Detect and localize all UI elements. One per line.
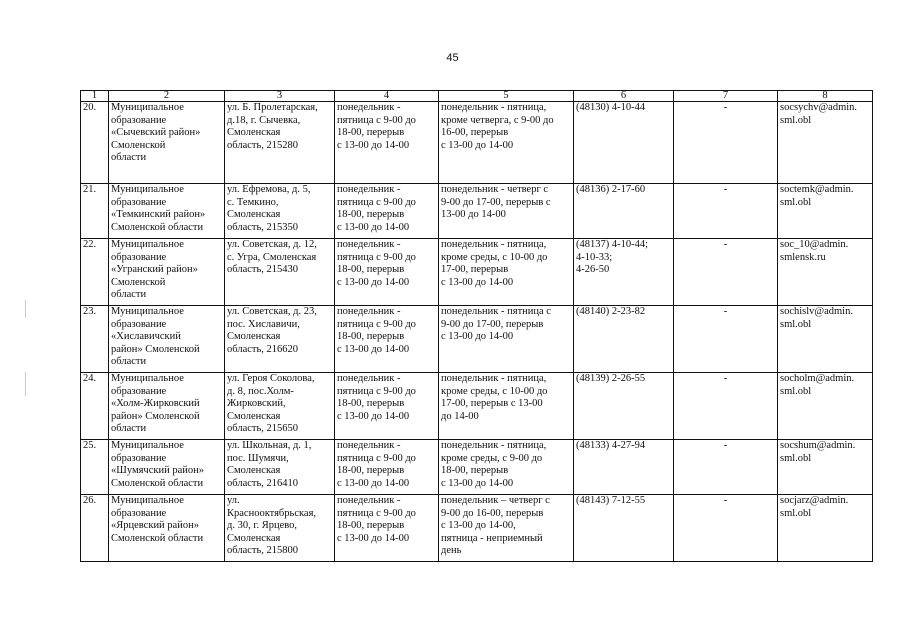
address-line: область, 216620 bbox=[227, 343, 299, 355]
reception-hours-line: с 13-00 до 14-00 bbox=[337, 477, 410, 489]
address-line: Смоленская bbox=[227, 465, 281, 476]
email-line[interactable]: socshum@admin. bbox=[780, 440, 856, 451]
email-line[interactable]: sochislv@admin. bbox=[780, 306, 853, 317]
table-row bbox=[81, 440, 873, 495]
organization-line: образование bbox=[111, 318, 167, 330]
consultation-hours-line: пятница - неприемный bbox=[441, 532, 543, 544]
organization-line: Муниципальное bbox=[111, 184, 184, 195]
address-line: Смоленская bbox=[227, 410, 281, 422]
consultation-hours-line: понедельник - пятница, bbox=[441, 440, 547, 451]
consultation-hours-line: понедельник - пятница, bbox=[441, 239, 547, 250]
email-line[interactable]: smlensk.ru bbox=[780, 251, 826, 263]
address-line: ул. Советская, д. 23, bbox=[227, 306, 317, 317]
organization-line: области bbox=[111, 152, 147, 163]
address-cell bbox=[225, 495, 335, 562]
address-line: область, 215800 bbox=[227, 545, 299, 556]
offices-table bbox=[80, 90, 873, 562]
row-number: 22. bbox=[81, 239, 109, 306]
consultation-hours-line: с 13-00 до 14-00 bbox=[441, 477, 514, 489]
scan-artifact bbox=[25, 372, 26, 396]
organization-line: «Хиславичский bbox=[111, 331, 181, 342]
organization-line: «Шумячский район» bbox=[111, 465, 204, 476]
consultation-hours-line: понедельник - пятница, bbox=[441, 102, 547, 113]
table-row bbox=[81, 495, 873, 562]
email-cell bbox=[778, 239, 873, 306]
consultation-hours-line: кроме среды, с 10-00 до bbox=[441, 251, 548, 263]
reception-hours-line: понедельник - bbox=[337, 373, 401, 384]
consultation-hours-cell bbox=[439, 440, 574, 495]
organization-cell bbox=[109, 102, 225, 184]
column-header: 2 bbox=[109, 91, 225, 102]
consultation-hours-line: с 13-00 до 14-00 bbox=[441, 139, 514, 151]
organization-line: области bbox=[111, 423, 147, 434]
organization-line: образование bbox=[111, 114, 167, 126]
address-cell bbox=[225, 440, 335, 495]
address-line: д. 8, пос.Холм- bbox=[227, 385, 294, 397]
address-line: ул. Героя Соколова, bbox=[227, 373, 315, 384]
address-line: пос. Шумячи, bbox=[227, 452, 289, 464]
address-cell bbox=[225, 373, 335, 440]
organization-cell bbox=[109, 306, 225, 373]
email-line[interactable]: sml.obl bbox=[780, 507, 812, 519]
reception-hours-line: с 13-00 до 14-00 bbox=[337, 410, 410, 422]
email-line[interactable]: sml.obl bbox=[780, 114, 812, 126]
phone-line: (48139) 2-26-55 bbox=[576, 373, 646, 384]
column-7-cell: - bbox=[674, 440, 778, 495]
organization-line: Муниципальное bbox=[111, 495, 184, 506]
organization-line: образование bbox=[111, 452, 167, 464]
address-line: ул. Школьная, д. 1, bbox=[227, 440, 312, 451]
address-line: Смоленская bbox=[227, 331, 281, 342]
organization-line: Муниципальное bbox=[111, 440, 184, 451]
address-line: с. Угра, Смоленская bbox=[227, 251, 317, 263]
consultation-hours-line: кроме четверга, с 9-00 до bbox=[441, 114, 554, 126]
address-line: д. 30, г. Ярцево, bbox=[227, 520, 298, 531]
address-line: пос. Хиславичи, bbox=[227, 318, 300, 330]
reception-hours-cell bbox=[335, 239, 439, 306]
organization-line: Муниципальное bbox=[111, 373, 184, 384]
column-header: 5 bbox=[439, 91, 574, 102]
reception-hours-line: пятница с 9-00 до bbox=[337, 251, 416, 263]
consultation-hours-line: до 14-00 bbox=[441, 410, 479, 422]
consultation-hours-line: понедельник – четверг с bbox=[441, 495, 550, 506]
reception-hours-line: понедельник - bbox=[337, 184, 401, 195]
column-header: 1 bbox=[81, 91, 109, 102]
table-row bbox=[81, 373, 873, 440]
address-line: ул. Б. Пролетарская, bbox=[227, 102, 318, 113]
table-row bbox=[81, 239, 873, 306]
email-line[interactable]: soctemk@admin. bbox=[780, 184, 854, 195]
row-number: 23. bbox=[81, 306, 109, 373]
table-row bbox=[81, 102, 873, 184]
row-number: 25. bbox=[81, 440, 109, 495]
email-line[interactable]: sml.obl bbox=[780, 452, 812, 464]
consultation-hours-line: понедельник - четверг с bbox=[441, 184, 549, 195]
organization-line: Муниципальное bbox=[111, 306, 184, 317]
reception-hours-line: понедельник - bbox=[337, 440, 401, 451]
organization-cell bbox=[109, 239, 225, 306]
phone-line: (48130) 4-10-44 bbox=[576, 102, 646, 113]
column-7-cell: - bbox=[674, 184, 778, 239]
phone-cell bbox=[574, 306, 674, 373]
organization-line: области bbox=[111, 289, 147, 300]
organization-line: «Угранский район» bbox=[111, 264, 198, 275]
organization-line: «Темкинский район» bbox=[111, 209, 206, 220]
consultation-hours-cell bbox=[439, 373, 574, 440]
page-number: 45 bbox=[446, 52, 459, 64]
organization-cell bbox=[109, 495, 225, 562]
phone-cell bbox=[574, 373, 674, 440]
address-cell bbox=[225, 239, 335, 306]
email-cell bbox=[778, 440, 873, 495]
organization-line: Смоленской области bbox=[111, 532, 204, 544]
organization-line: образование bbox=[111, 196, 167, 208]
email-line[interactable]: socjarz@admin. bbox=[780, 495, 849, 506]
organization-line: Муниципальное bbox=[111, 239, 184, 250]
scan-artifact bbox=[25, 300, 26, 318]
email-cell bbox=[778, 373, 873, 440]
reception-hours-line: 18-00, перерыв bbox=[337, 209, 405, 220]
consultation-hours-line: понедельник - пятница с bbox=[441, 306, 551, 317]
address-cell bbox=[225, 306, 335, 373]
reception-hours-line: 18-00, перерыв bbox=[337, 398, 405, 409]
address-line: область, 215280 bbox=[227, 139, 299, 151]
consultation-hours-line: день bbox=[441, 545, 462, 556]
reception-hours-cell bbox=[335, 373, 439, 440]
consultation-hours-cell bbox=[439, 495, 574, 562]
reception-hours-line: пятница с 9-00 до bbox=[337, 452, 416, 464]
address-line: с. Темкино, bbox=[227, 196, 279, 208]
reception-hours-line: пятница с 9-00 до bbox=[337, 318, 416, 330]
organization-line: Муниципальное bbox=[111, 102, 184, 113]
phone-line: (48137) 4-10-44; bbox=[576, 239, 649, 250]
organization-line: «Холм-Жирковский bbox=[111, 398, 200, 409]
phone-line: (48143) 7-12-55 bbox=[576, 495, 646, 506]
consultation-hours-cell bbox=[439, 306, 574, 373]
column-7-cell: - bbox=[674, 306, 778, 373]
consultation-hours-line: 13-00 до 14-00 bbox=[441, 209, 506, 220]
phone-cell bbox=[574, 239, 674, 306]
reception-hours-line: пятница с 9-00 до bbox=[337, 507, 416, 519]
table-row bbox=[81, 184, 873, 239]
table-row bbox=[81, 306, 873, 373]
reception-hours-line: 18-00, перерыв bbox=[337, 127, 405, 138]
address-line: ул. Советская, д. 12, bbox=[227, 239, 317, 250]
consultation-hours-line: с 13-00 до 14-00 bbox=[441, 331, 514, 342]
column-header: 7 bbox=[674, 91, 778, 102]
organization-line: образование bbox=[111, 251, 167, 263]
consultation-hours-line: кроме среды, с 10-00 до bbox=[441, 385, 548, 397]
organization-line: «Сычевский район» bbox=[111, 127, 201, 138]
consultation-hours-line: 17-00, перерыв с 13-00 bbox=[441, 398, 543, 409]
reception-hours-cell bbox=[335, 102, 439, 184]
consultation-hours-line: 9-00 до 16-00, перерыв bbox=[441, 507, 544, 519]
organization-line: Смоленской bbox=[111, 276, 166, 288]
organization-line: «Ярцевский район» bbox=[111, 520, 199, 531]
column-header: 6 bbox=[574, 91, 674, 102]
address-cell bbox=[225, 102, 335, 184]
organization-line: образование bbox=[111, 507, 167, 519]
row-number: 24. bbox=[81, 373, 109, 440]
phone-line: (48136) 2-17-60 bbox=[576, 184, 646, 195]
email-cell bbox=[778, 184, 873, 239]
consultation-hours-line: с 13-00 до 14-00, bbox=[441, 520, 516, 531]
column-header: 4 bbox=[335, 91, 439, 102]
reception-hours-line: понедельник - bbox=[337, 239, 401, 250]
email-cell bbox=[778, 306, 873, 373]
organization-line: Смоленской bbox=[111, 139, 166, 151]
address-line: область, 215350 bbox=[227, 221, 299, 233]
consultation-hours-line: 9-00 до 17-00, перерыв bbox=[441, 318, 544, 330]
consultation-hours-line: с 13-00 до 14-00 bbox=[441, 276, 514, 288]
reception-hours-cell bbox=[335, 440, 439, 495]
email-line[interactable]: socholm@admin. bbox=[780, 373, 855, 384]
column-header: 3 bbox=[225, 91, 335, 102]
reception-hours-cell bbox=[335, 306, 439, 373]
organization-line: области bbox=[111, 356, 147, 367]
phone-line: (48140) 2-23-82 bbox=[576, 306, 646, 317]
consultation-hours-line: 18-00, перерыв bbox=[441, 465, 509, 476]
address-line: Смоленская bbox=[227, 532, 281, 544]
reception-hours-line: с 13-00 до 14-00 bbox=[337, 221, 410, 233]
phone-line: 4-26-50 bbox=[576, 264, 610, 275]
organization-line: район» Смоленской bbox=[111, 410, 200, 422]
reception-hours-line: 18-00, перерыв bbox=[337, 465, 405, 476]
address-line: Смоленская bbox=[227, 209, 281, 220]
phone-cell bbox=[574, 102, 674, 184]
email-line[interactable]: soc_10@admin. bbox=[780, 239, 849, 250]
phone-cell bbox=[574, 184, 674, 239]
address-line: область, 215650 bbox=[227, 423, 299, 434]
consultation-hours-line: 16-00, перерыв bbox=[441, 127, 509, 138]
row-number: 20. bbox=[81, 102, 109, 184]
reception-hours-line: 18-00, перерыв bbox=[337, 331, 405, 342]
organization-cell bbox=[109, 373, 225, 440]
email-line[interactable]: sml.obl bbox=[780, 318, 812, 330]
address-line: область, 216410 bbox=[227, 477, 299, 489]
consultation-hours-line: 9-00 до 17-00, перерыв с bbox=[441, 196, 551, 208]
email-line[interactable]: socsychv@admin. bbox=[780, 102, 858, 113]
phone-cell bbox=[574, 440, 674, 495]
reception-hours-line: 18-00, перерыв bbox=[337, 264, 405, 275]
reception-hours-line: с 13-00 до 14-00 bbox=[337, 139, 410, 151]
reception-hours-line: понедельник - bbox=[337, 102, 401, 113]
reception-hours-line: с 13-00 до 14-00 bbox=[337, 532, 410, 544]
column-7-cell: - bbox=[674, 102, 778, 184]
organization-cell bbox=[109, 440, 225, 495]
consultation-hours-cell bbox=[439, 239, 574, 306]
column-7-cell: - bbox=[674, 495, 778, 562]
reception-hours-line: с 13-00 до 14-00 bbox=[337, 276, 410, 288]
email-line[interactable]: sml.obl bbox=[780, 385, 812, 397]
consultation-hours-cell bbox=[439, 102, 574, 184]
consultation-hours-cell bbox=[439, 184, 574, 239]
reception-hours-line: 18-00, перерыв bbox=[337, 520, 405, 531]
organization-line: Смоленской области bbox=[111, 221, 204, 233]
reception-hours-line: понедельник - bbox=[337, 306, 401, 317]
consultation-hours-line: 17-00, перерыв bbox=[441, 264, 509, 275]
organization-line: образование bbox=[111, 385, 167, 397]
consultation-hours-line: понедельник - пятница, bbox=[441, 373, 547, 384]
reception-hours-line: пятница с 9-00 до bbox=[337, 196, 416, 208]
column-header: 8 bbox=[778, 91, 873, 102]
row-number: 21. bbox=[81, 184, 109, 239]
address-line: Краснооктябрьская, bbox=[227, 507, 317, 519]
email-line[interactable]: sml.obl bbox=[780, 196, 812, 208]
reception-hours-line: с 13-00 до 14-00 bbox=[337, 343, 410, 355]
header-row bbox=[81, 91, 873, 102]
reception-hours-cell bbox=[335, 184, 439, 239]
reception-hours-line: пятница с 9-00 до bbox=[337, 114, 416, 126]
phone-line: (48133) 4-27-94 bbox=[576, 440, 646, 451]
phone-line: 4-10-33; bbox=[576, 251, 613, 263]
organization-cell bbox=[109, 184, 225, 239]
organization-line: Смоленской области bbox=[111, 477, 204, 489]
address-cell bbox=[225, 184, 335, 239]
address-line: область, 215430 bbox=[227, 264, 299, 275]
organization-line: район» Смоленской bbox=[111, 343, 200, 355]
address-line: ул. bbox=[227, 495, 240, 506]
reception-hours-cell bbox=[335, 495, 439, 562]
email-cell bbox=[778, 102, 873, 184]
address-line: ул. Ефремова, д. 5, bbox=[227, 184, 311, 195]
phone-cell bbox=[574, 495, 674, 562]
column-7-cell: - bbox=[674, 239, 778, 306]
row-number: 26. bbox=[81, 495, 109, 562]
reception-hours-line: пятница с 9-00 до bbox=[337, 385, 416, 397]
reception-hours-line: понедельник - bbox=[337, 495, 401, 506]
address-line: д.18, г. Сычевка, bbox=[227, 114, 301, 126]
column-7-cell: - bbox=[674, 373, 778, 440]
email-cell bbox=[778, 495, 873, 562]
address-line: Жирковский, bbox=[227, 398, 286, 409]
address-line: Смоленская bbox=[227, 127, 281, 138]
consultation-hours-line: кроме среды, с 9-00 до bbox=[441, 452, 543, 464]
